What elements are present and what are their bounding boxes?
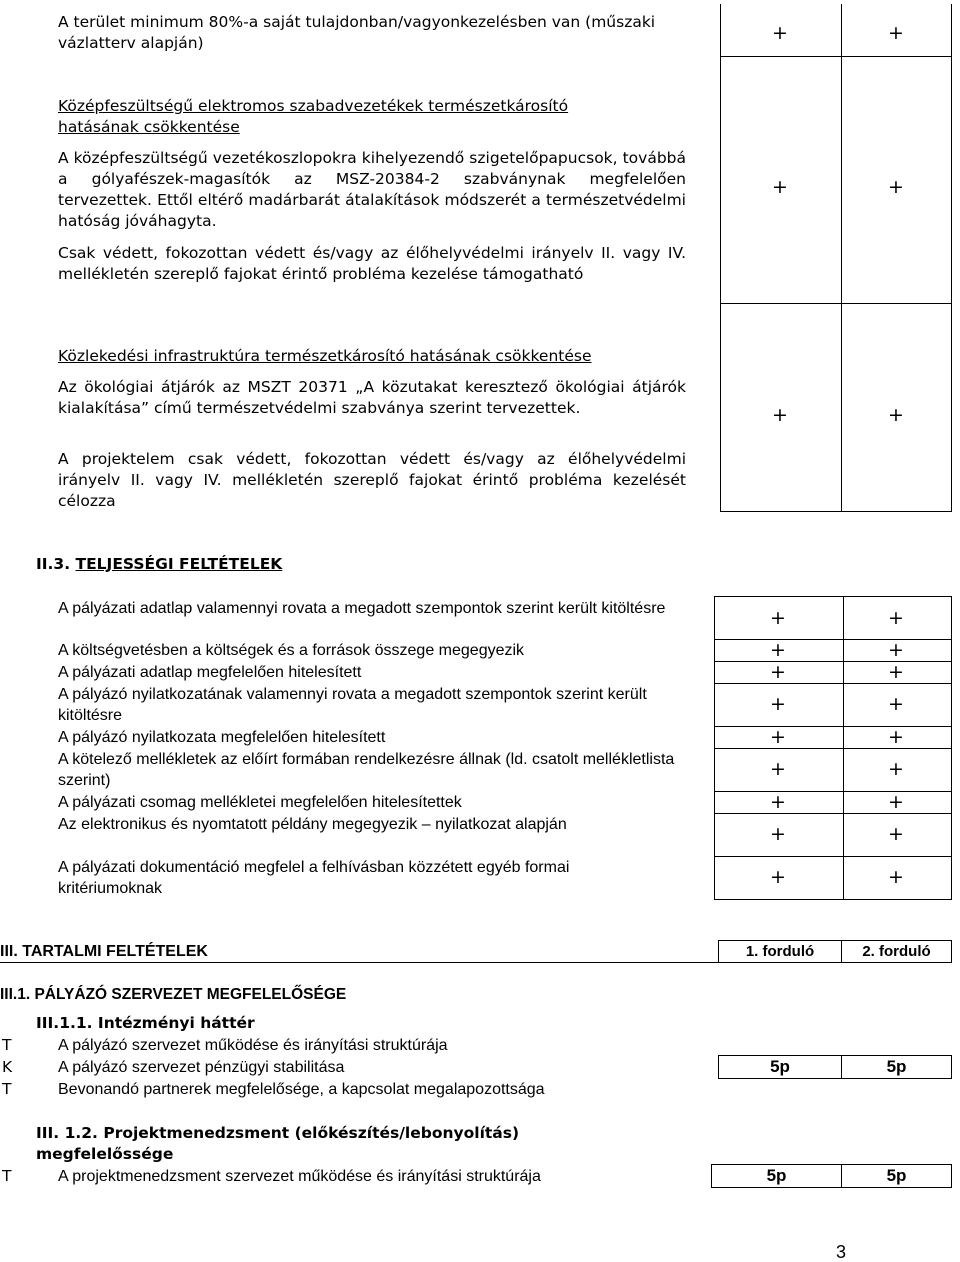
power-line-paragraph-1: A középfeszültségű vezetékoszlopokra kihelyezendő szigetelőpapucsok, továbbá a gólyafészek-magasítók az MSZ-20384-2 szabványnak megfelelően tervezettek. Ettől eltérő madárbarát átalakítások módszerét a természetvédelmi hatóság jóváhagyta. xyxy=(58,149,686,230)
iii11-row-1-text: A pályázó szervezet működése és irányítási struktúrája xyxy=(58,1037,448,1054)
iii12-row-text: A projektmenedzsment szervezet működése és irányítási struktúrája xyxy=(58,1168,541,1185)
iii11-score-round-1: 5p xyxy=(718,1055,842,1079)
top-table-row-divider-2 xyxy=(720,303,952,304)
ii3-line-8 xyxy=(714,856,952,857)
top-table-border-mid xyxy=(841,4,842,512)
iii11-row-1-code: T xyxy=(2,1036,12,1054)
section-iii-title-text: III. TARTALMI FELTÉTELEK xyxy=(0,943,208,960)
ii3-row-4-mark-1: + xyxy=(770,693,786,715)
ii3-row-8-mark-1: + xyxy=(770,823,786,845)
iii11-row-2-text: A pályázó szervezet pénzügyi stabilitása xyxy=(58,1059,345,1076)
ii3-line-9 xyxy=(714,899,952,900)
ii3-row-4-mark-2: + xyxy=(888,693,904,715)
top-table-row-divider-1 xyxy=(720,56,952,57)
round-1-header: 1. forduló xyxy=(718,940,842,963)
ii3-row-5-text: A pályázó nyilatkozata megfelelően hitelesített xyxy=(58,729,386,746)
ii3-row-1-mark-2: + xyxy=(888,607,904,629)
ii3-row-1-mark-1: + xyxy=(770,607,786,629)
iii11-row-3-text: Bevonandó partnerek megfelelősége, a kapcsolat megalapozottsága xyxy=(58,1081,545,1098)
section-iii12-title-line-2: megfelelőssége xyxy=(36,1145,174,1163)
ii3-row-3-text: A pályázati adatlap megfelelően hitelesített xyxy=(58,664,362,681)
section-ii3-number: II.3. xyxy=(36,555,71,573)
ii3-row-9-mark-2: + xyxy=(888,866,904,888)
ii3-row-9-text: A pályázati dokumentáció megfelel a felhívásban közzétett egyéb formai kritériumoknak xyxy=(58,859,570,897)
ii3-row-7-text: A pályázati csomag mellékletei megfelelően hitelesítettek xyxy=(58,794,462,811)
iii11-score-round-2: 5p xyxy=(841,1055,952,1079)
page-number: 3 xyxy=(836,1242,847,1262)
power-line-paragraph-2: Csak védett, fokozottan védett és/vagy az élőhelyvédelmi irányelv II. vagy IV. mellékletén szereplő fajokat érintő probléma kezelése támogatható xyxy=(58,244,686,283)
iii12-score-round-2: 5p xyxy=(841,1164,952,1188)
section-iii-title xyxy=(0,941,430,962)
section-ii3-heading xyxy=(36,554,282,575)
ii3-row-2-mark-1: + xyxy=(770,639,786,661)
section-iii12-title-line-1: III. 1.2. Projektmenedzsment (előkészítés/lebonyolítás) xyxy=(36,1124,520,1142)
power-line-heading: Középfeszültségű elektromos szabadvezetékek természetkárosító hatásának csökkentése xyxy=(58,97,569,136)
iii12-score-round-1: 5p xyxy=(711,1164,842,1188)
ii3-row-6-mark-2: + xyxy=(888,758,904,780)
ii3-row-6-mark-1: + xyxy=(770,758,786,780)
block1-mark-1: + xyxy=(772,22,788,44)
ii3-row-7-mark-2: + xyxy=(888,791,904,813)
transport-paragraph-2: A projektelem csak védett, fokozottan védett és/vagy az élőhelyvédelmi irányelv II. vagy IV. mellékletén szereplő fajokat érintő probléma kezelését célozza xyxy=(58,450,686,510)
section-iii1-title: III.1. PÁLYÁZÓ SZERVEZET MEGFELELŐSÉGE xyxy=(0,986,347,1003)
section-ii3-title: TELJESSÉGI FELTÉTELEK xyxy=(75,555,283,573)
ii3-line-0 xyxy=(714,596,952,597)
ii3-row-2-mark-2: + xyxy=(888,639,904,661)
transport-paragraph-1: Az ökológiai átjárók az MSZT 20371 „A közutakat keresztező ökológiai átjárók kialakítása” című természetvédelmi szabványa szerint tervezettek. xyxy=(58,378,686,417)
ii3-row-4-text: A pályázó nyilatkozatának valamennyi rovata a megadott szempontok szerint került kitöltésre xyxy=(58,686,647,724)
ii3-line-5 xyxy=(714,748,952,749)
ii3-row-8-text: Az elektronikus és nyomtatott példány megegyezik – nyilatkozat alapján xyxy=(58,816,567,833)
land-ownership-criterion: A terület minimum 80%-a saját tulajdonban/vagyonkezelésben van (műszaki vázlatterv alapján) xyxy=(58,13,656,52)
top-table-border-right xyxy=(951,4,952,512)
ii3-line-3 xyxy=(714,683,952,684)
section-iii11-title: III.1.1. Intézményi háttér xyxy=(36,1014,255,1032)
ii3-row-9-mark-1: + xyxy=(770,866,786,888)
block3-mark-1: + xyxy=(772,404,788,426)
ii3-row-3-mark-1: + xyxy=(770,661,786,683)
ii3-row-3-mark-2: + xyxy=(888,661,904,683)
ii3-row-8-mark-2: + xyxy=(888,823,904,845)
transport-heading: Közlekedési infrastruktúra természetkárosító hatásának csökkentése xyxy=(58,347,592,365)
ii3-line-7 xyxy=(714,813,952,814)
ii3-row-7-mark-1: + xyxy=(770,791,786,813)
block2-mark-1: + xyxy=(772,176,788,198)
iii11-row-2-code: K xyxy=(2,1058,13,1076)
ii3-row-5-mark-1: + xyxy=(770,726,786,748)
ii3-row-5-mark-2: + xyxy=(888,726,904,748)
round-2-header: 2. forduló xyxy=(841,940,952,963)
block1-mark-2: + xyxy=(888,22,904,44)
ii3-row-6-text: A kötelező mellékletek az előírt formában rendelkezésre állnak (ld. csatolt mellékletlista szerint) xyxy=(58,751,675,789)
iii11-row-3-code: T xyxy=(2,1080,12,1098)
top-table-border-left xyxy=(720,4,721,512)
ii3-row-2-text: A költségvetésben a költségek és a források összege megegyezik xyxy=(58,642,525,659)
block2-mark-2: + xyxy=(888,176,904,198)
block3-mark-2: + xyxy=(888,404,904,426)
top-table-bottom xyxy=(720,511,952,512)
section-iii-underline xyxy=(0,962,718,963)
ii3-row-1-text: A pályázati adatlap valamennyi rovata a megadott szempontok szerint került kitöltésre xyxy=(58,600,666,617)
iii12-row-code: T xyxy=(2,1167,12,1185)
